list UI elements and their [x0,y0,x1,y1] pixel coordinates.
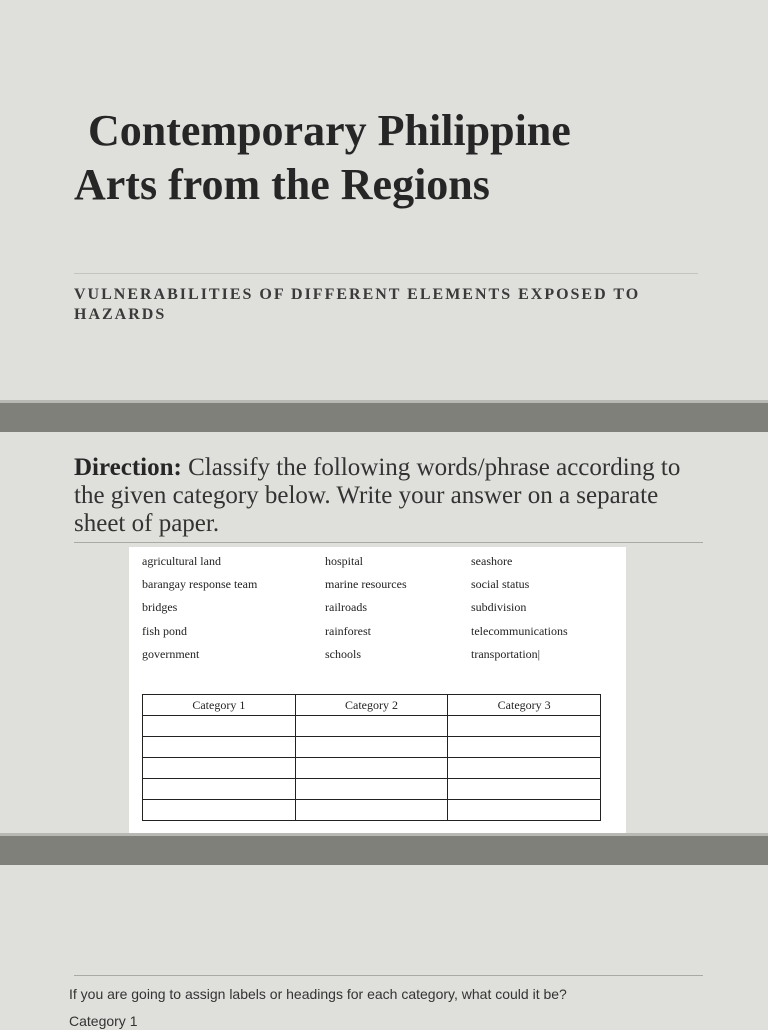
question-divider [74,975,703,976]
table-header-row [143,695,601,716]
page-title [74,104,714,212]
table-row [143,758,601,779]
title-slide [0,0,768,400]
word-item: rainforest [325,624,371,638]
table-cell [448,758,601,779]
table-cell [143,800,296,821]
table-cell [295,716,448,737]
word-item: hospital [325,554,363,568]
direction-text: Classify the following words/phrase according to the given category below. Write your answer on a separate sheet of paper. [74,454,681,537]
table-row [143,779,601,800]
category-1-label: Category 1 [69,1013,138,1029]
direction-label: Direction: [74,454,182,481]
worksheet-image [129,547,626,833]
word-item: telecommunications [471,624,568,638]
word-item: barangay response team [142,577,258,591]
table-cell [295,779,448,800]
question-text: If you are going to assign labels or headings for each category, what could it be? [69,986,567,1002]
direction-paragraph [74,454,704,538]
word-item: agricultural land [142,554,221,568]
title-line-1: Contemporary Philippine [88,106,571,155]
slide-separator-band [0,403,768,432]
table-row [143,800,601,821]
word-item: fish pond [142,624,187,638]
title-divider [74,273,698,274]
table-cell [448,800,601,821]
word-item: subdivision [471,600,527,614]
word-item: schools [325,647,361,661]
table-cell [143,716,296,737]
word-item: transportation| [471,647,541,661]
table-cell [295,800,448,821]
table-header-category-1: Category 1 [143,695,296,716]
word-item: government [142,647,200,661]
word-item: marine resources [325,577,407,591]
table-cell [143,737,296,758]
table-cell [295,758,448,779]
table-cell [143,758,296,779]
category-table [142,694,601,821]
table-header-category-3: Category 3 [448,695,601,716]
table-header-category-2: Category 2 [295,695,448,716]
direction-divider [74,542,703,543]
word-item: bridges [142,600,178,614]
table-cell [143,779,296,800]
table-cell [448,716,601,737]
word-item: social status [471,577,530,591]
table-row [143,737,601,758]
title-line-2: Arts from the Regions [74,160,490,209]
table-cell [448,737,601,758]
word-item: seashore [471,554,513,568]
table-cell [295,737,448,758]
subtitle: VULNERABILITIES OF DIFFERENT ELEMENTS EXPOSED TO HAZARDS [74,286,641,323]
slide-separator-band [0,836,768,865]
word-item: railroads [325,600,367,614]
table-cell [448,779,601,800]
table-row [143,716,601,737]
